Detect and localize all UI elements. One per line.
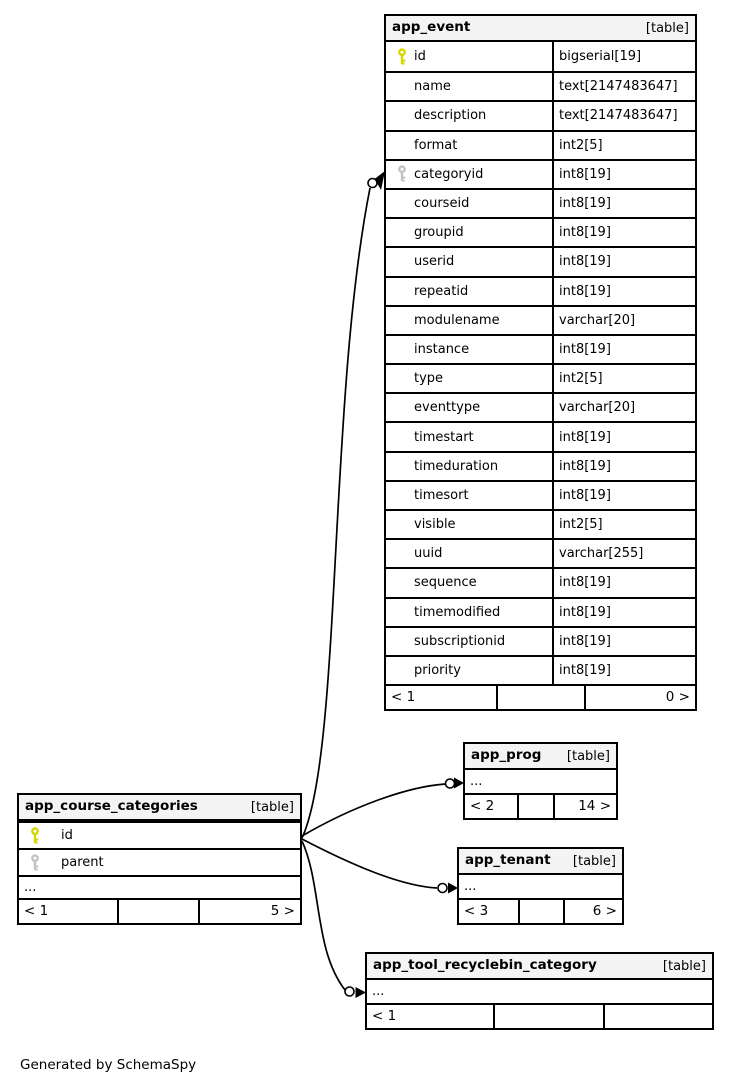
column-row <box>386 509 695 538</box>
column-row <box>386 451 695 480</box>
column-name-cell <box>386 336 552 363</box>
column-name-cell <box>386 73 552 100</box>
column-name: groupid <box>414 225 464 241</box>
key-icon <box>30 854 40 872</box>
column-row <box>19 821 300 848</box>
column-row <box>386 42 695 71</box>
column-type: int8[19] <box>552 336 695 363</box>
column-name-cell <box>386 219 552 246</box>
column-name-cell <box>386 278 552 305</box>
column-name-cell <box>386 161 552 188</box>
column-type: int8[19] <box>552 423 695 450</box>
table-header <box>386 16 695 42</box>
collapsed-columns-ellipsis: ... <box>372 984 385 999</box>
table-badge: [table] <box>566 748 610 764</box>
column-row <box>386 538 695 567</box>
table-header <box>19 795 300 821</box>
column-name: modulename <box>414 312 500 328</box>
column-name-cell <box>386 102 552 129</box>
table-name-app-tenant[interactable]: app_tenant <box>465 852 551 869</box>
column-type: int8[19] <box>552 569 695 596</box>
table-footer <box>367 1003 712 1028</box>
column-name-cell <box>386 365 552 392</box>
column-name-cell <box>386 453 552 480</box>
wire-to-app-tenant <box>302 839 437 888</box>
column-type: int8[19] <box>552 599 695 626</box>
column-row <box>386 363 695 392</box>
key-icon <box>30 827 40 845</box>
column-row <box>386 626 695 655</box>
column-list <box>386 42 695 684</box>
table-footer <box>386 684 695 709</box>
footer-parents-count: < 2 <box>470 797 495 814</box>
zero-circle-app-prog <box>446 779 455 788</box>
table-name-app-course-categories[interactable]: app_course_categories <box>25 798 198 815</box>
column-name-cell <box>386 248 552 275</box>
column-type: text[2147483647] <box>552 102 695 129</box>
table-footer <box>459 898 622 923</box>
column-name-cell <box>386 482 552 509</box>
wire-to-app-prog <box>302 784 445 836</box>
column-row <box>386 71 695 100</box>
footer-middle-cell <box>518 900 563 923</box>
column-type: bigserial[19] <box>552 42 695 71</box>
table-app-tenant <box>457 847 624 925</box>
column-type: int2[5] <box>552 365 695 392</box>
column-name: timemodified <box>414 604 501 620</box>
column-name: id <box>61 828 73 843</box>
table-app-prog <box>463 742 618 820</box>
column-name-cell <box>386 511 552 538</box>
column-type: varchar[20] <box>552 394 695 421</box>
column-name: timeduration <box>414 458 499 474</box>
collapsed-columns-ellipsis: ... <box>464 879 477 894</box>
column-row <box>386 159 695 188</box>
column-name: instance <box>414 341 470 357</box>
footer-children-count: 0 > <box>584 686 695 709</box>
column-name: priority <box>414 663 461 679</box>
column-name-cell <box>386 628 552 655</box>
column-row <box>386 130 695 159</box>
column-name: description <box>414 108 487 124</box>
footer-children-count: 14 > <box>553 795 616 818</box>
column-name-cell <box>386 423 552 450</box>
column-type: int8[19] <box>552 628 695 655</box>
column-row <box>386 480 695 509</box>
column-row <box>386 305 695 334</box>
column-name: timestart <box>414 429 474 445</box>
table-badge: [table] <box>572 853 616 869</box>
wire-to-app-event <box>302 188 370 838</box>
column-row <box>19 848 300 875</box>
column-name: courseid <box>414 196 470 212</box>
column-name: name <box>414 79 451 95</box>
column-name: format <box>414 137 458 153</box>
column-name-cell <box>386 132 552 159</box>
footer-children-count: 6 > <box>563 900 622 923</box>
column-name-cell <box>386 569 552 596</box>
column-row <box>386 421 695 450</box>
footer-middle-cell <box>517 795 553 818</box>
column-row <box>386 188 695 217</box>
column-type: int2[5] <box>552 511 695 538</box>
footer-children-count <box>603 1005 712 1028</box>
table-name-app-tool-recyclebin-category[interactable]: app_tool_recyclebin_category <box>373 957 597 974</box>
column-type: int8[19] <box>552 219 695 246</box>
column-type: varchar[20] <box>552 307 695 334</box>
footer-parents-count: < 1 <box>372 1007 397 1024</box>
column-type: int8[19] <box>552 190 695 217</box>
column-name-cell <box>386 394 552 421</box>
column-type: int8[19] <box>552 278 695 305</box>
collapsed-columns-ellipsis: ... <box>19 875 300 898</box>
collapsed-columns-ellipsis: ... <box>470 774 483 789</box>
column-type: int8[19] <box>552 248 695 275</box>
column-row <box>386 655 695 684</box>
column-name: userid <box>414 254 455 270</box>
column-name: uuid <box>414 546 443 562</box>
generator-note: Generated by SchemaSpy <box>20 1057 197 1073</box>
column-row <box>386 334 695 363</box>
column-name: timesort <box>414 487 469 503</box>
column-row <box>386 217 695 246</box>
footer-middle-cell <box>117 900 198 923</box>
table-app-course-categories <box>17 793 302 925</box>
column-row <box>386 100 695 129</box>
table-header <box>465 744 616 770</box>
table-footer <box>465 793 616 818</box>
column-type: int8[19] <box>552 453 695 480</box>
zero-circle-app-tool-recyclebin-category <box>345 987 354 996</box>
column-name: eventtype <box>414 400 481 416</box>
column-name-cell <box>386 307 552 334</box>
wire-to-app-tool-recyclebin-category <box>302 841 345 990</box>
column-name: subscriptionid <box>414 633 506 649</box>
column-type: int8[19] <box>552 482 695 509</box>
key-icon <box>397 48 407 66</box>
column-type: int8[19] <box>552 657 695 684</box>
footer-parents-count: < 3 <box>464 902 489 919</box>
table-badge: [table] <box>662 958 706 974</box>
column-name: type <box>414 371 444 387</box>
column-name: visible <box>414 517 456 533</box>
column-row <box>386 246 695 275</box>
footer-middle-cell <box>493 1005 603 1028</box>
footer-children-count: 5 > <box>198 900 300 923</box>
column-name-cell <box>386 540 552 567</box>
table-badge: [table] <box>645 20 689 36</box>
column-name: parent <box>61 855 104 870</box>
key-icon <box>397 165 407 183</box>
column-name: sequence <box>414 575 477 591</box>
column-name: categoryid <box>414 166 484 182</box>
table-name-app-event[interactable]: app_event <box>392 19 471 36</box>
column-row <box>386 597 695 626</box>
footer-middle-cell <box>496 686 584 709</box>
column-name-cell <box>386 657 552 684</box>
table-app-tool-recyclebin-category <box>365 952 714 1030</box>
column-name: id <box>414 49 426 65</box>
table-footer <box>19 898 300 923</box>
footer-parents-count: < 1 <box>391 688 416 705</box>
column-type: int8[19] <box>552 161 695 188</box>
table-header <box>367 954 712 980</box>
column-row <box>386 392 695 421</box>
column-type: int2[5] <box>552 132 695 159</box>
column-name-cell <box>386 599 552 626</box>
column-type: text[2147483647] <box>552 73 695 100</box>
column-name: repeatid <box>414 283 469 299</box>
column-type: varchar[255] <box>552 540 695 567</box>
zero-circle-app-tenant <box>438 884 447 893</box>
column-row <box>386 276 695 305</box>
table-badge: [table] <box>250 799 294 815</box>
column-row <box>386 567 695 596</box>
table-header <box>459 849 622 875</box>
table-name-app-prog[interactable]: app_prog <box>471 747 542 764</box>
column-name-cell <box>386 42 552 71</box>
footer-parents-count: < 1 <box>24 902 49 919</box>
table-app-event <box>384 14 697 711</box>
column-name-cell <box>386 190 552 217</box>
column-list <box>19 821 300 875</box>
